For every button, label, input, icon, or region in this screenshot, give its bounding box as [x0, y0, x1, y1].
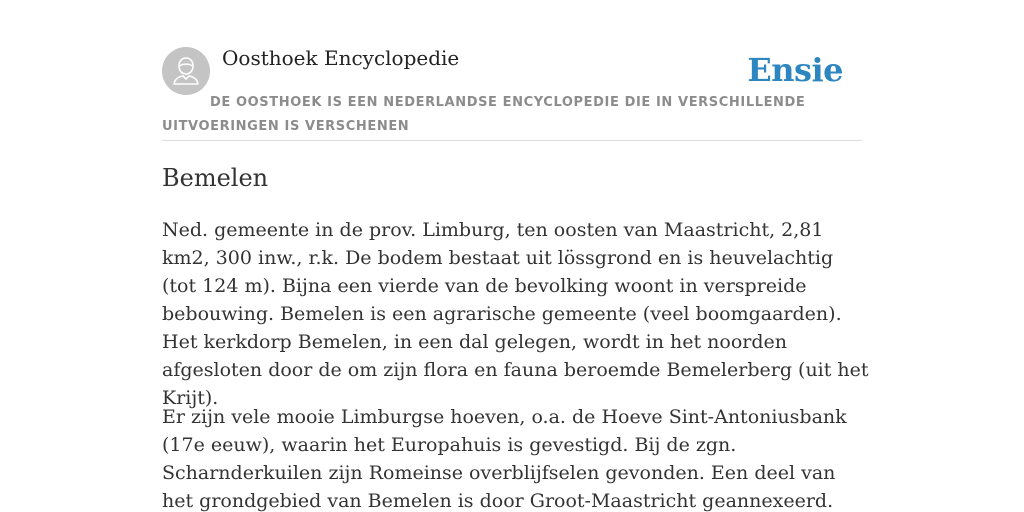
article-paragraph: Ned. gemeente in de prov. Limburg, ten oosten van Maastricht, 2,81 km2, 300 inw., r.k. De bodem bestaat uit lössgrond en is heuvelachtig (tot 124 m). Bijna een vierde van de bevolking woont in verspreide bebouwing. Bemelen is een agrarische gemeente (veel boomgaarden). Het kerkdorp Bemelen, in een dal gelegen, wordt in het noorden afgesloten door de om zijn flora en fauna beroemde Bemelerberg (uit het Krijt).	[162, 219, 869, 409]
site-tagline: DE OOSTHOEK IS EEN NEDERLANDSE ENCYCLOPEDIE DIE IN VERSCHILLENDE UITVOERINGEN IS VERSCHENEN	[162, 95, 806, 134]
site-header	[162, 46, 862, 141]
user-icon	[162, 47, 210, 95]
article	[162, 160, 870, 512]
article-paragraph: Er zijn vele mooie Limburgse hoeven, o.a. de Hoeve Sint-Antoniusbank (17e eeuw), waarin het Europahuis is gevestigd. Bij de zgn. Scharnderkuilen zijn Romeinse overblijfselen gevonden. Een deel van het grondgebied van Bemelen is door Groot-Maastricht geannexeerd.	[162, 406, 847, 512]
avatar[interactable]	[162, 47, 210, 95]
brand-logo-link[interactable]: Ensie	[747, 51, 843, 89]
site-name-link[interactable]: Oosthoek Encyclopedie	[222, 46, 460, 70]
article-title: Bemelen	[162, 164, 269, 192]
